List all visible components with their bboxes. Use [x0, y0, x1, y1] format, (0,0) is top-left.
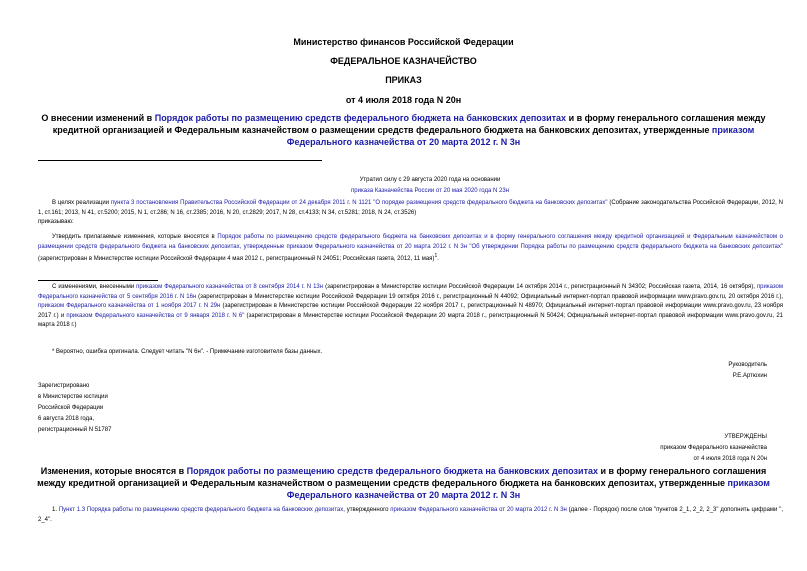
preamble-link-resolution[interactable]: пункта 3 постановления Правительства Российской Федерации от 24 декабря 2011 г. N 1121 "О порядке размещения средств федерального бюджета на банковских депозитах" [110, 200, 608, 206]
approved-block [660, 432, 767, 465]
changes-title-text-2: , утвержденные [654, 478, 728, 488]
editor-note: * Вероятно, ошибка оригинала. Следует читать "N 6н". - Примечание изготовителя базы данных. [52, 349, 323, 355]
changes-title-link-order[interactable]: приказом Федерального казначейства от 20 марта 2012 г. N 3н [286, 478, 770, 500]
signature-block [728, 360, 767, 382]
footnote-text-5: (зарегистрирован в Министерстве юстиции Российской Федерации 20 марта 2018 г., регистрационный N 50424; Официальный интернет-портал правовой информации www.pravo.gov.ru, 21 марта 2018 г.) [38, 312, 783, 328]
title-prefix: О внесении изменений в [41, 113, 155, 123]
signatory-name: Р.Е.Артюхин [732, 373, 767, 379]
agency-heading: ФЕДЕРАЛЬНОЕ КАЗНАЧЕЙСТВО [330, 56, 477, 66]
preamble-order-word: приказываю: [38, 219, 74, 225]
item1-link-order[interactable]: приказом Федерального казначейства от 20 марта 2012 г. N 3н [390, 507, 567, 513]
title-link-procedure[interactable]: Порядок работы по размещению средств федерального бюджета на банковских депозитах [154, 113, 567, 123]
preamble-text-2: (Собрание законодательства Российской Федерации, 2012, N 1, ст.161; 2013, N 41, ст.5200; 2015, N 1, ст.286; N 16, ст.2385; 2016, N 20, ст.2829; 2017, N 28, ст.4133; N 34, ст.5281; 2018, N 24, ст.3526) [38, 200, 783, 216]
title-divider [38, 160, 322, 161]
footnote-ref[interactable]: 1 [434, 253, 438, 259]
order-text-2: (зарегистрирован в Министерстве юстиции Российской Федерации 4 мая 2012 г., регистрационный N 24051; Российская газета, 2012, 11 мая) [38, 256, 435, 262]
lost-force-link[interactable]: приказа Казначейства России от 20 мая 2020 года N 23н [351, 188, 509, 194]
title-text-2: , утвержденные [638, 125, 712, 135]
changes-title-prefix: Изменения, которые вносятся в [40, 466, 187, 476]
registration-line-1: Зарегистрировано [38, 383, 90, 389]
changes-title-text-1: и в форму генерального соглашения между кредитной организацией и Федеральным казначейством о размещении средств федерального бюджета на банковских депозитах [37, 466, 767, 488]
registration-line-3: Российской Федерации [38, 405, 104, 411]
signatory-position: Руководитель [728, 362, 767, 368]
changes-title [28, 465, 779, 501]
item1-text-2: (далее - Порядок) после слов "пунктов 2_1, 2_2, 2_3" дополнить цифрами ", 2_4". [38, 507, 783, 523]
footnote-amendments [38, 283, 783, 331]
preamble-paragraph [38, 199, 783, 228]
footnote-link-13n[interactable]: приказом Федерального казначейства от 8 сентября 2014 г. N 13н [136, 284, 324, 290]
registration-line-4: 6 августа 2018 года, [38, 416, 95, 422]
footnote-link-6n[interactable]: приказом Федерального казначейства от 9 января 2018 г. N 6" [66, 312, 245, 319]
approved-line-2: приказом Федерального казначейства [660, 445, 767, 451]
doc-type-heading: ПРИКАЗ [385, 75, 422, 85]
title-text-1: и в форму генерального соглашения между кредитной организацией и Федеральным казначейством о размещении средств федерального бюджета на банковских депозитах [52, 113, 766, 135]
order-paragraph [38, 233, 783, 265]
footnote-link-16n[interactable]: приказом Федерального казначейства от 5 сентября 2016 г. N 16н [38, 284, 784, 300]
footnote-divider [38, 280, 158, 281]
title-link-order[interactable]: приказом Федерального казначейства от 20 марта 2012 г. N 3н [286, 125, 755, 147]
approved-line-3: от 4 июля 2018 года N 20н [693, 456, 767, 462]
item1-number: 1. [52, 507, 59, 513]
registration-line-2: в Министерстве юстиции [38, 394, 108, 400]
footnote-text-4: (зарегистрирован в Министерстве юстиции Российской Федерации 22 ноября 2017 г., регистрационный N 48970; Официальный интернет-портал правовой информации www.pravo.gov.ru, 23 ноября 2017 г.) и [38, 303, 784, 319]
footnote-text-2: (зарегистрирован в Министерстве юстиции Российской Федерации 14 октября 2014 г., регистрационный N 34302; Российская газета, 2014, 16 октября), [323, 284, 757, 290]
registration-line-5: регистрационный N 51787 [38, 427, 112, 433]
footnote-link-29n[interactable]: приказом Федерального казначейства от 1 ноября 2017 г. N 29н [38, 303, 221, 309]
order-text-1: Утвердить прилагаемые изменения, которые вносятся в [52, 234, 218, 240]
footnote-text-1: С изменениями, внесенными [52, 284, 137, 290]
item-1-paragraph [38, 506, 783, 525]
registration-block [38, 381, 111, 436]
order-link-procedure[interactable]: Порядок работы по размещению средств федерального бюджета на банковских депозитах и в форму генерального соглашения между кредитной организацией и Федеральным казначейством о размещении средств федерального бюджета на банковских депозитах, утвержденные приказом Федерального казначейства от 20 марта 2012 г. N 3н "Об утверждении Порядка работы по размещению средств федерального бюджета на банковских депозитах" [38, 234, 783, 250]
document-title [28, 112, 779, 148]
changes-title-link-procedure[interactable]: Порядок работы по размещению средств федерального бюджета на банковских депозитах [186, 466, 598, 476]
item1-text-1: , утвержденного [343, 507, 391, 513]
ministry-heading: Министерство финансов Российской Федерации [293, 37, 514, 47]
lost-force-note: Утратил силу с 29 августа 2020 года на основании [359, 177, 501, 183]
approved-line-1: УТВЕРЖДЕНЫ [724, 434, 767, 440]
order-text-3: . [437, 256, 439, 262]
footnote-text-3: (зарегистрирован в Министерстве юстиции Российской Федерации 19 октября 2016 г., регистрационный N 44092; Официальный интернет-портал правовой информации www.pravo.gov.ru, 20 октября 2016 г.), [196, 293, 783, 300]
preamble-text-1: В целях реализации [52, 200, 111, 206]
doc-date-number: от 4 июля 2018 года N 20н [345, 95, 462, 105]
item1-link-clause[interactable]: Пункт 1.3 Порядка работы по размещению средств федерального бюджета на банковских депозитах [58, 507, 344, 513]
